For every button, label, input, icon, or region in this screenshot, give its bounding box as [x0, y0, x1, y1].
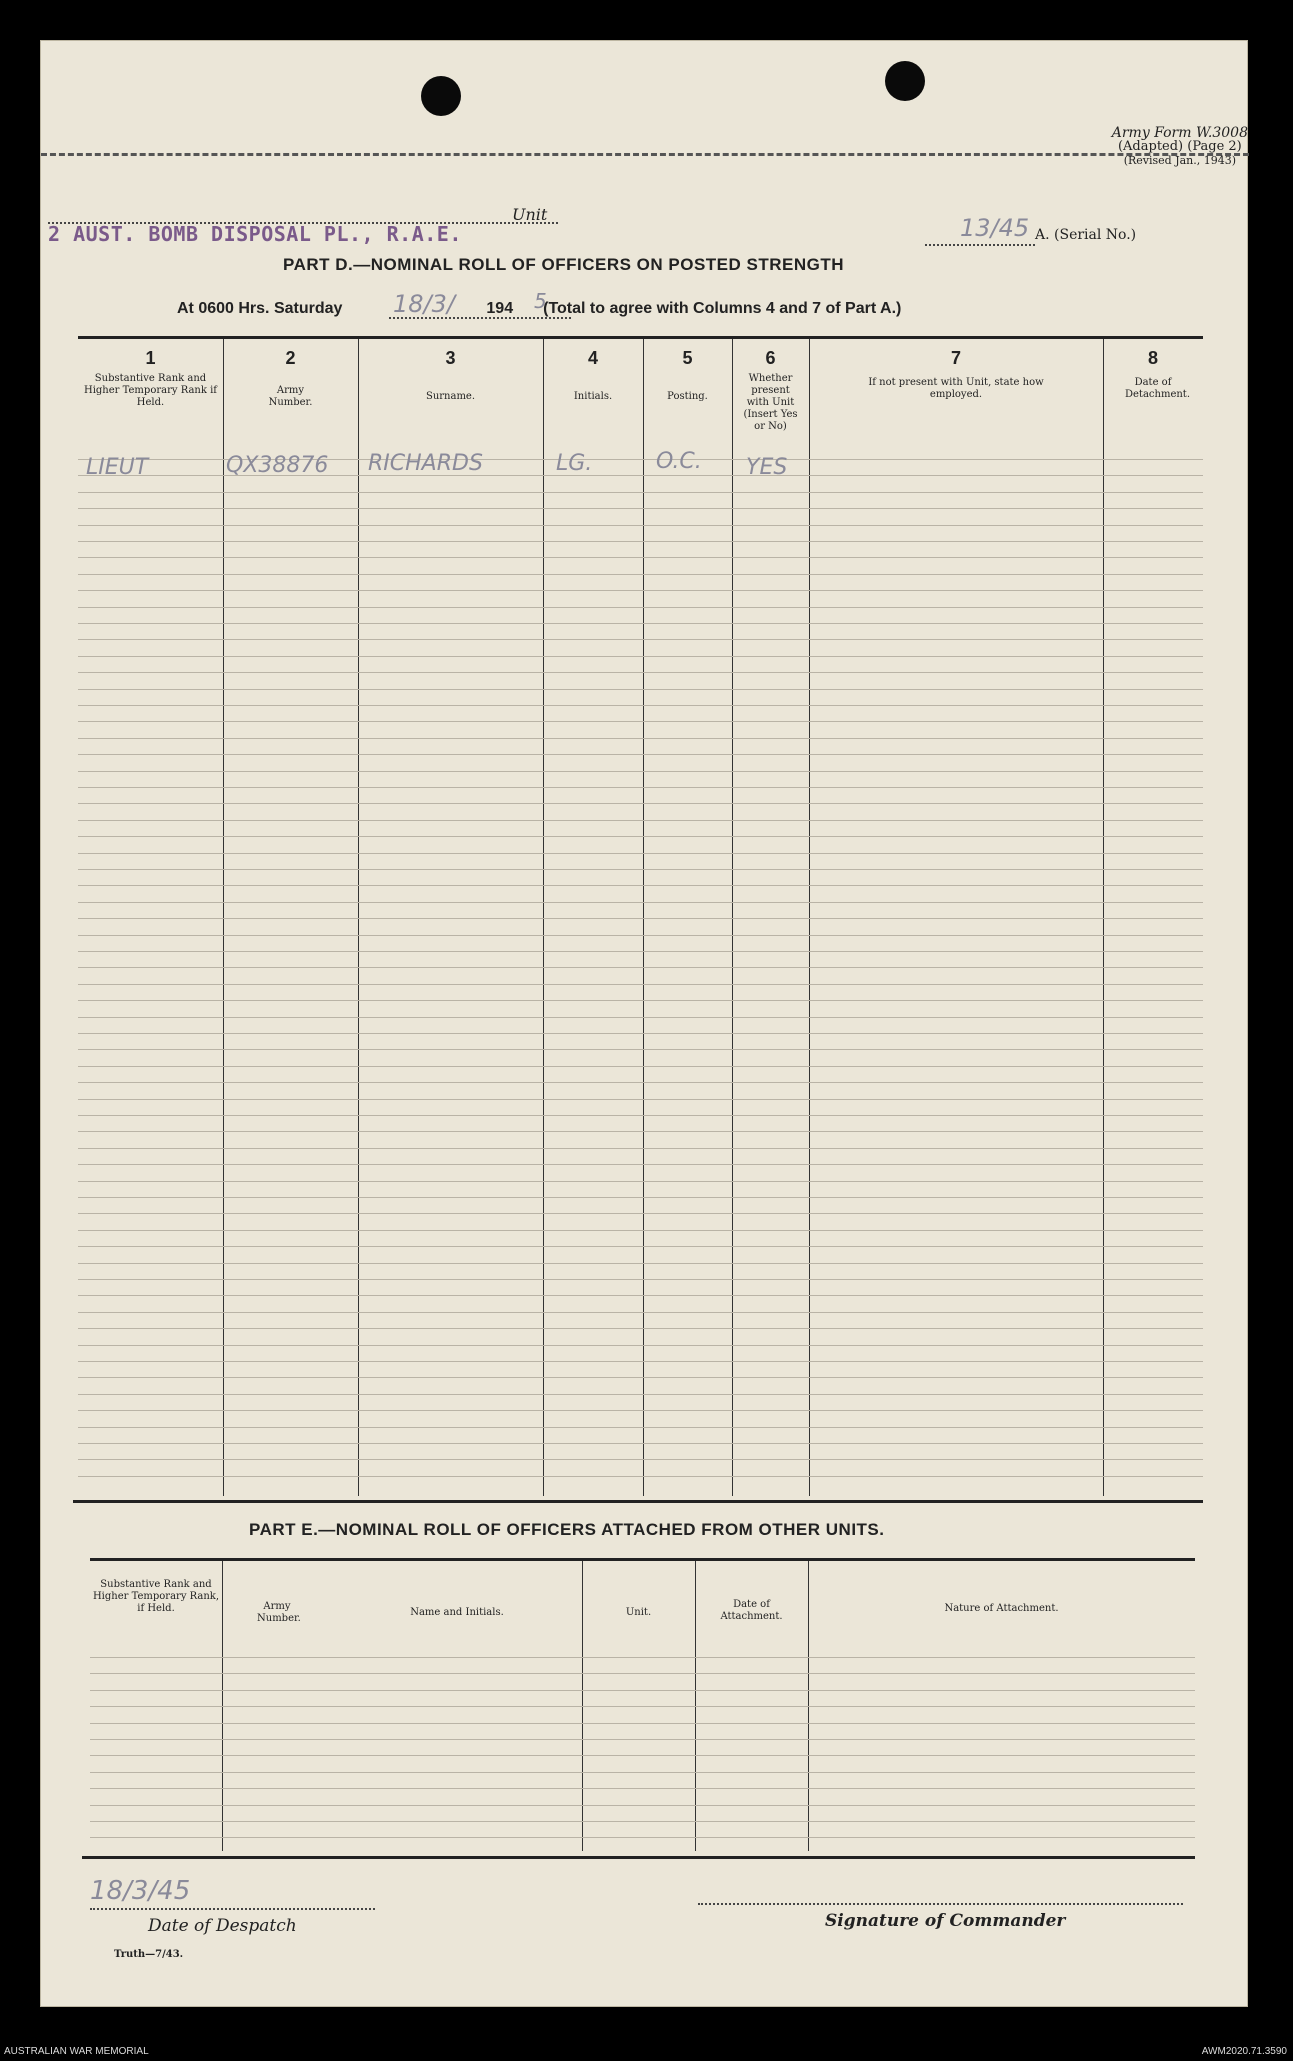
cell-army-number: QX38876 — [226, 453, 329, 478]
ruled-line — [78, 869, 1203, 870]
unit-stamp: 2 AUST. BOMB DISPOSAL PL., R.A.E. — [48, 222, 462, 246]
serial-field[interactable] — [925, 244, 1035, 246]
ruled-line — [78, 672, 1203, 673]
col-1-header: 1 Substantive Rank and Higher Temporary Rank if Held. — [83, 348, 217, 408]
e-col-2-header: Army Number. — [257, 1601, 301, 1624]
year-handwritten: 5 — [534, 289, 547, 313]
cell-surname: RICHARDS — [368, 451, 483, 476]
part-e-table — [90, 1558, 1195, 1856]
ruled-line — [78, 1000, 1203, 1001]
ruled-line — [78, 1066, 1203, 1067]
ruled-line — [78, 492, 1203, 493]
part-e-bottom-rule — [82, 1856, 1195, 1859]
ruled-line — [78, 967, 1203, 968]
ruled-line — [78, 984, 1203, 985]
ruled-line — [78, 1312, 1203, 1313]
col-4-header: 4 Initials. — [573, 348, 613, 402]
ruled-line — [78, 1443, 1203, 1444]
ruled-line — [90, 1837, 1195, 1838]
ruled-line — [78, 918, 1203, 919]
part-d-bottom-rule — [73, 1500, 1203, 1503]
ruled-line — [78, 1181, 1203, 1182]
ruled-line — [90, 1690, 1195, 1691]
serial-handwritten: 13/45 — [960, 214, 1030, 242]
perforation-line — [41, 153, 1249, 156]
despatch-date-field[interactable] — [90, 1908, 375, 1910]
ruled-line — [90, 1673, 1195, 1674]
ruled-line — [78, 1017, 1203, 1018]
ruled-line — [78, 1279, 1203, 1280]
ruled-line — [78, 590, 1203, 591]
form-identifier — [1112, 126, 1248, 168]
ruled-line — [78, 574, 1203, 575]
ruled-line — [90, 1805, 1195, 1806]
ruled-line — [78, 1131, 1203, 1132]
e-col-4-header: Unit. — [625, 1607, 652, 1618]
form-name: Army Form W.3008 — [1111, 125, 1248, 141]
part-d-table — [78, 336, 1203, 1500]
total-note: (Total to agree with Columns 4 and 7 of Part A.) — [543, 300, 902, 317]
despatch-label: Date of Despatch — [148, 1916, 297, 1936]
cell-posting: O.C. — [656, 449, 702, 474]
ruled-line — [78, 656, 1203, 657]
ruled-line — [78, 1230, 1203, 1231]
ruled-line — [90, 1706, 1195, 1707]
ruled-line — [78, 951, 1203, 952]
ruled-line — [78, 754, 1203, 755]
ruled-line — [90, 1755, 1195, 1756]
ruled-line — [78, 705, 1203, 706]
ruled-line — [78, 1213, 1203, 1214]
ruled-line — [90, 1739, 1195, 1740]
ruled-line — [78, 1377, 1203, 1378]
ruled-line — [78, 787, 1203, 788]
ruled-line — [78, 639, 1203, 640]
ruled-line — [78, 541, 1203, 542]
ruled-line — [78, 1033, 1203, 1034]
ruled-line — [78, 1410, 1203, 1411]
ruled-line — [78, 607, 1203, 608]
ruled-line — [78, 721, 1203, 722]
signature-label: Signature of Commander — [825, 1911, 1066, 1931]
ruled-line — [78, 1099, 1203, 1100]
col-3-header: 3 Surname. — [425, 348, 476, 402]
cell-present: YES — [746, 455, 788, 480]
ruled-line — [78, 1295, 1203, 1296]
ruled-line — [78, 1115, 1203, 1116]
ruled-line — [78, 1197, 1203, 1198]
ruled-line — [78, 508, 1203, 509]
printer-mark: Truth—7/43. — [114, 1949, 184, 1960]
ruled-line — [78, 935, 1203, 936]
ruled-line — [78, 803, 1203, 804]
archive-id: AWM2020.71.3590 — [1201, 2046, 1287, 2057]
ruled-line — [78, 885, 1203, 886]
cell-rank: LIEUT — [86, 455, 149, 480]
ruled-line — [78, 1394, 1203, 1395]
cell-initials: LG. — [556, 451, 593, 476]
unit-label: Unit — [512, 205, 548, 224]
archive-credit: AUSTRALIAN WAR MEMORIAL — [4, 2046, 149, 2057]
ruled-line — [78, 853, 1203, 854]
ruled-line — [78, 902, 1203, 903]
ruled-line — [78, 557, 1203, 558]
ruled-line — [90, 1723, 1195, 1724]
despatch-date-handwritten: 18/3/45 — [90, 1876, 191, 1906]
ruled-line — [90, 1657, 1195, 1658]
col-8-header: 8 Date of Detachment. — [1125, 348, 1190, 400]
part-d-title: PART D.—NOMINAL ROLL OF OFFICERS ON POSTED STRENGTH — [283, 255, 845, 274]
col-2-header: 2 Army Number. — [268, 348, 313, 408]
ruled-line — [78, 738, 1203, 739]
e-col-3-header: Name and Initials. — [410, 1607, 504, 1618]
ruled-line — [78, 689, 1203, 690]
signature-field[interactable] — [698, 1903, 1183, 1905]
ruled-line — [90, 1772, 1195, 1773]
e-col-1-header: Substantive Rank and Higher Temporary Rank, if Held. — [92, 1579, 220, 1614]
ruled-line — [78, 1164, 1203, 1165]
col-7-header: 7 If not present with Unit, state how employed. — [868, 348, 1044, 400]
year-printed: 194 — [486, 300, 514, 317]
ruled-line — [78, 1148, 1203, 1149]
form-revised: (Revised Jan., 1943) — [1123, 154, 1237, 167]
col-5-header: 5 Posting. — [667, 348, 708, 402]
ruled-line — [78, 1082, 1203, 1083]
ruled-line — [90, 1821, 1195, 1822]
at-prefix: At 0600 Hrs. Saturday — [177, 300, 343, 317]
punch-hole-right — [885, 61, 925, 101]
ruled-line — [78, 1459, 1203, 1460]
serial-label: A. (Serial No.) — [1035, 227, 1137, 243]
punch-hole-left — [421, 76, 461, 116]
ruled-line — [78, 1476, 1203, 1477]
ruled-line — [78, 1049, 1203, 1050]
part-e-title: PART E.—NOMINAL ROLL OF OFFICERS ATTACHED FROM OTHER UNITS. — [249, 1520, 885, 1539]
ruled-line — [78, 1361, 1203, 1362]
form-adapted: (Adapted) (Page 2) — [1117, 139, 1242, 154]
ruled-line — [78, 771, 1203, 772]
date-handwritten: 18/3/ — [393, 290, 455, 318]
e-col-6-header: Nature of Attachment. — [944, 1603, 1059, 1614]
ruled-line — [78, 836, 1203, 837]
ruled-line — [78, 623, 1203, 624]
ruled-line — [78, 525, 1203, 526]
ruled-line — [78, 1263, 1203, 1264]
ruled-line — [78, 1345, 1203, 1346]
ruled-line — [78, 820, 1203, 821]
ruled-line — [78, 1246, 1203, 1247]
col-6-header: 6 Whether present with Unit (Insert Yes or No) — [743, 348, 798, 432]
e-col-5-header: Date of Attachment. — [720, 1599, 783, 1622]
ruled-line — [78, 1328, 1203, 1329]
ruled-line — [78, 1427, 1203, 1428]
ruled-line — [90, 1788, 1195, 1789]
